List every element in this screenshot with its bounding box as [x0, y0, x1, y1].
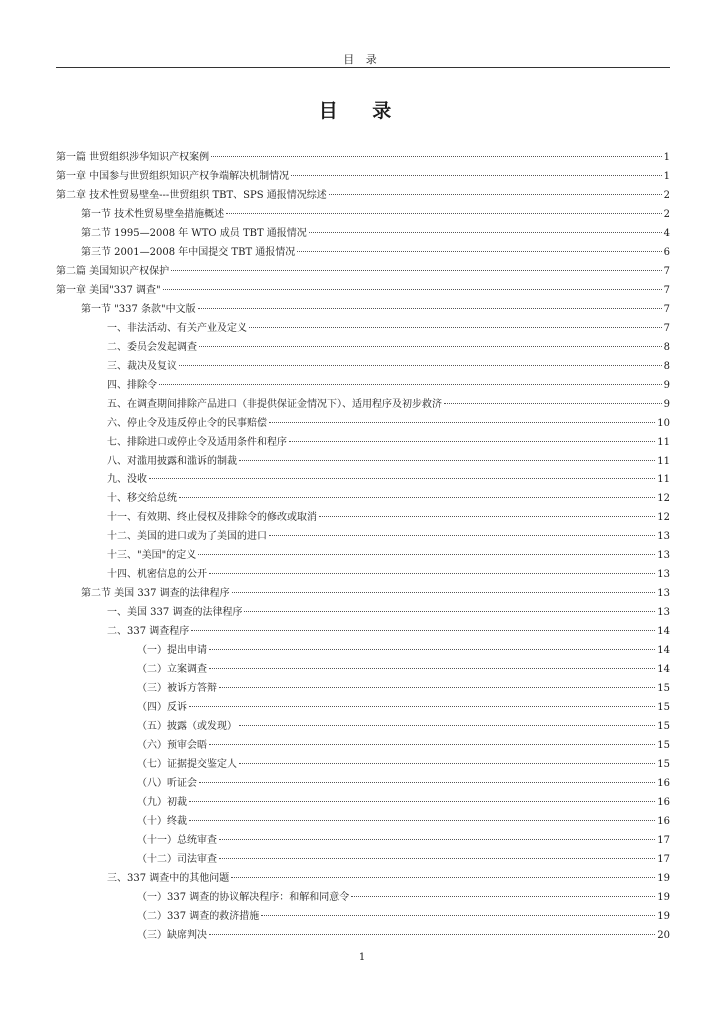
toc-dot-leader [319, 516, 655, 517]
toc-entry[interactable] [56, 243, 670, 262]
toc-dot-leader [226, 213, 661, 214]
toc-entry[interactable] [56, 338, 670, 357]
toc-entry[interactable] [56, 546, 670, 565]
toc-entry-page: 15 [657, 702, 670, 714]
toc-dot-leader [249, 327, 662, 328]
toc-entry-page: 16 [657, 815, 670, 827]
toc-entry-page: 7 [663, 265, 670, 277]
toc-dot-leader [219, 858, 655, 859]
toc-entry[interactable] [56, 660, 670, 679]
toc-dot-leader [199, 346, 662, 347]
toc-entry-title: （十二）司法审查 [137, 853, 217, 865]
toc-entry-title: 一、美国 337 调查的法律程序 [107, 607, 243, 619]
toc-dot-leader [209, 668, 655, 669]
toc-entry[interactable] [56, 357, 670, 376]
toc-entry-title: 七、排除进口或停止令及适用条件和程序 [107, 436, 287, 448]
toc-entry-title: 十二、美国的进口或为了美国的进口 [107, 531, 267, 543]
toc-entry-page: 20 [657, 929, 670, 941]
toc-entry[interactable] [56, 926, 670, 945]
toc-entry[interactable] [56, 812, 670, 831]
toc-entry-title: 五、在调查期间排除产品进口（非提供保证金情况下）、适用程序及初步救济 [107, 398, 442, 410]
toc-dot-leader [209, 934, 655, 935]
toc-entry-title: 九、没收 [107, 474, 147, 486]
toc-entry-title: （九）初裁 [137, 796, 187, 808]
toc-entry-page: 17 [657, 853, 670, 865]
toc-entry[interactable] [56, 224, 670, 243]
toc-entry-page: 19 [657, 910, 670, 922]
toc-entry-title: 三、裁决及复议 [107, 360, 177, 372]
toc-dot-leader [171, 270, 661, 271]
toc-entry[interactable] [56, 395, 670, 414]
toc-entry-page: 15 [657, 759, 670, 770]
page-number: 1 [358, 952, 366, 963]
toc-dot-leader [269, 535, 655, 536]
toc-dot-leader [209, 573, 655, 574]
header-rule [56, 67, 670, 68]
toc-entry-title: （十一）总统审查 [137, 834, 217, 846]
toc-entry-title: （八）听证会 [137, 777, 197, 789]
toc-entry-page: 8 [663, 360, 670, 372]
toc-entry-page: 12 [657, 512, 670, 524]
toc-entry-title: 十一、有效期、终止侵权及排除令的修改或取消 [107, 512, 317, 524]
toc-dot-leader [239, 460, 655, 461]
toc-entry-page: 13 [657, 607, 670, 619]
toc-entry-title: 十三、"美国"的定义 [107, 550, 197, 562]
toc-entry-page: 7 [663, 284, 670, 296]
toc-entry[interactable] [56, 717, 670, 736]
toc-dot-leader [179, 497, 655, 498]
toc-entry[interactable] [56, 376, 670, 395]
toc-entry[interactable] [56, 262, 670, 281]
toc-dot-leader [309, 232, 662, 233]
toc-dot-leader [239, 763, 655, 764]
toc-dot-leader [189, 820, 655, 821]
toc-entry-page: 13 [657, 550, 670, 562]
toc-entry-title: 第二篇 美国知识产权保护 [56, 265, 170, 277]
table-of-contents [56, 148, 670, 945]
toc-entry-title: （四）反诉 [137, 702, 187, 714]
toc-entry-page: 11 [657, 455, 670, 467]
toc-entry[interactable] [56, 300, 670, 319]
toc-dot-leader [198, 554, 655, 555]
toc-dot-leader [444, 403, 662, 404]
toc-entry-title: 第二节 1995—2008 年 WTO 成员 TBT 通报情况 [81, 227, 307, 239]
toc-entry[interactable] [56, 167, 670, 186]
toc-entry-title: （五）披露（或发现） [137, 721, 237, 733]
toc-dot-leader [231, 877, 655, 878]
toc-entry-page: 2 [663, 189, 670, 201]
toc-entry-title: 八、对滥用披露和滥诉的制裁 [107, 455, 237, 467]
toc-entry[interactable] [56, 907, 670, 926]
toc-entry-title: 第一章 中国参与世贸组织知识产权争端解决机制情况 [56, 170, 290, 182]
toc-entry-title: （七）证据提交鉴定人 [137, 759, 237, 770]
toc-entry-title: （一）337 调查的协议解决程序：和解和同意令 [137, 891, 350, 903]
toc-dot-leader [297, 251, 661, 252]
toc-dot-leader [329, 194, 662, 195]
toc-entry-page: 7 [663, 322, 670, 334]
toc-entry-page: 13 [657, 569, 670, 581]
toc-entry-page: 19 [657, 872, 670, 884]
toc-dot-leader [159, 384, 662, 385]
toc-entry-title: 第一节 "337 条款"中文版 [81, 303, 196, 315]
toc-entry-title: （三）被诉方答辩 [137, 683, 217, 695]
toc-entry[interactable] [56, 433, 670, 452]
toc-entry-title: 第一节 技术性贸易壁垒措施概述 [81, 208, 225, 220]
toc-entry[interactable] [56, 281, 670, 300]
toc-entry-page: 14 [657, 645, 670, 657]
toc-entry[interactable] [56, 414, 670, 433]
toc-dot-leader [211, 156, 661, 157]
toc-entry-page: 14 [657, 664, 670, 676]
toc-entry-title: 第一篇 世贸组织涉华知识产权案例 [56, 152, 210, 163]
running-header: 目 录 [343, 53, 381, 66]
toc-entry-page: 13 [657, 531, 670, 543]
toc-dot-leader [219, 839, 655, 840]
toc-entry[interactable] [56, 489, 670, 508]
toc-entry[interactable] [56, 470, 670, 489]
toc-entry-page: 8 [663, 341, 670, 353]
toc-entry-title: 四、排除令 [107, 379, 157, 391]
toc-entry-page: 15 [657, 683, 670, 695]
toc-entry[interactable] [56, 584, 670, 603]
toc-entry-title: 第一章 美国"337 调查" [56, 284, 161, 296]
toc-entry-page: 1 [663, 170, 670, 182]
toc-entry[interactable] [56, 679, 670, 698]
toc-entry-page: 11 [657, 436, 670, 448]
toc-entry-title: （二）337 调查的救济措施 [137, 910, 260, 922]
toc-dot-leader [191, 630, 655, 631]
toc-entry-page: 9 [663, 379, 670, 391]
toc-dot-leader [261, 915, 655, 916]
toc-entry-page: 13 [657, 588, 670, 600]
toc-dot-leader [209, 744, 655, 745]
toc-dot-leader [244, 611, 655, 612]
toc-dot-leader [189, 706, 655, 707]
toc-entry-page: 9 [663, 398, 670, 410]
toc-entry[interactable] [56, 452, 670, 471]
toc-entry-title: 十、移交给总统 [107, 493, 177, 505]
toc-entry-page: 7 [663, 303, 670, 315]
toc-entry-title: 二、337 调查程序 [107, 626, 190, 638]
toc-entry-page: 4 [663, 227, 670, 239]
toc-entry-title: 三、337 调查中的其他问题 [107, 872, 230, 884]
toc-dot-leader [179, 365, 662, 366]
toc-entry[interactable] [56, 793, 670, 812]
toc-entry-title: （一）提出申请 [137, 645, 207, 657]
toc-entry[interactable] [56, 148, 670, 167]
toc-entry-title: 第二节 美国 337 调查的法律程序 [81, 588, 230, 600]
toc-entry[interactable] [56, 205, 670, 224]
toc-entry[interactable] [56, 736, 670, 755]
toc-entry-page: 16 [657, 796, 670, 808]
toc-entry-page: 15 [657, 721, 670, 733]
toc-entry[interactable] [56, 774, 670, 793]
toc-entry-title: 六、停止令及违反停止令的民事赔偿 [107, 417, 267, 429]
toc-dot-leader [149, 478, 655, 479]
toc-dot-leader [232, 592, 656, 593]
toc-entry[interactable] [56, 508, 670, 527]
toc-entry-title: 第二章 技术性贸易壁垒---世贸组织 TBT、SPS 通报情况综述 [56, 189, 327, 201]
page-title: 目 录 [318, 100, 406, 122]
toc-dot-leader [209, 649, 655, 650]
toc-entry-page: 15 [657, 740, 670, 752]
toc-dot-leader [351, 896, 655, 897]
toc-entry[interactable] [56, 603, 670, 622]
toc-entry[interactable] [56, 527, 670, 546]
toc-entry[interactable] [56, 831, 670, 850]
toc-dot-leader [289, 441, 655, 442]
toc-entry-title: 十四、机密信息的公开 [107, 569, 207, 581]
toc-dot-leader [291, 175, 661, 176]
toc-entry-page: 2 [663, 208, 670, 220]
toc-dot-leader [163, 289, 662, 290]
toc-entry[interactable] [56, 698, 670, 717]
toc-dot-leader [199, 782, 655, 783]
toc-dot-leader [219, 687, 655, 688]
toc-entry[interactable] [56, 869, 670, 888]
toc-dot-leader [269, 422, 655, 423]
toc-entry-page: 6 [663, 246, 670, 258]
toc-entry[interactable] [56, 755, 670, 774]
toc-dot-leader [189, 801, 655, 802]
toc-entry-page: 11 [657, 474, 670, 486]
toc-entry[interactable] [56, 888, 670, 907]
toc-dot-leader [198, 308, 662, 309]
toc-dot-leader [239, 725, 655, 726]
toc-entry-title: 第三节 2001—2008 年中国提交 TBT 通报情况 [81, 246, 296, 258]
toc-entry-page: 12 [657, 493, 670, 505]
toc-entry-title: 二、委员会发起调查 [107, 341, 197, 353]
toc-entry-title: （十）终裁 [137, 815, 187, 827]
toc-entry-page: 14 [657, 626, 670, 638]
toc-entry[interactable] [56, 641, 670, 660]
toc-entry-page: 19 [657, 891, 670, 903]
toc-entry-page: 16 [657, 777, 670, 789]
toc-entry-page: 17 [657, 834, 670, 846]
toc-entry-title: （二）立案调查 [137, 664, 207, 676]
toc-entry[interactable] [56, 319, 670, 338]
toc-entry[interactable] [56, 565, 670, 584]
toc-entry[interactable] [56, 186, 670, 205]
toc-entry[interactable] [56, 622, 670, 641]
toc-entry[interactable] [56, 850, 670, 869]
toc-entry-page: 10 [657, 417, 670, 429]
toc-entry-title: 一、非法活动、有关产业及定义 [107, 322, 247, 334]
toc-entry-page: 1 [663, 152, 670, 163]
toc-entry-title: （三）缺席判决 [137, 929, 207, 941]
toc-entry-title: （六）预审会晤 [137, 740, 207, 752]
